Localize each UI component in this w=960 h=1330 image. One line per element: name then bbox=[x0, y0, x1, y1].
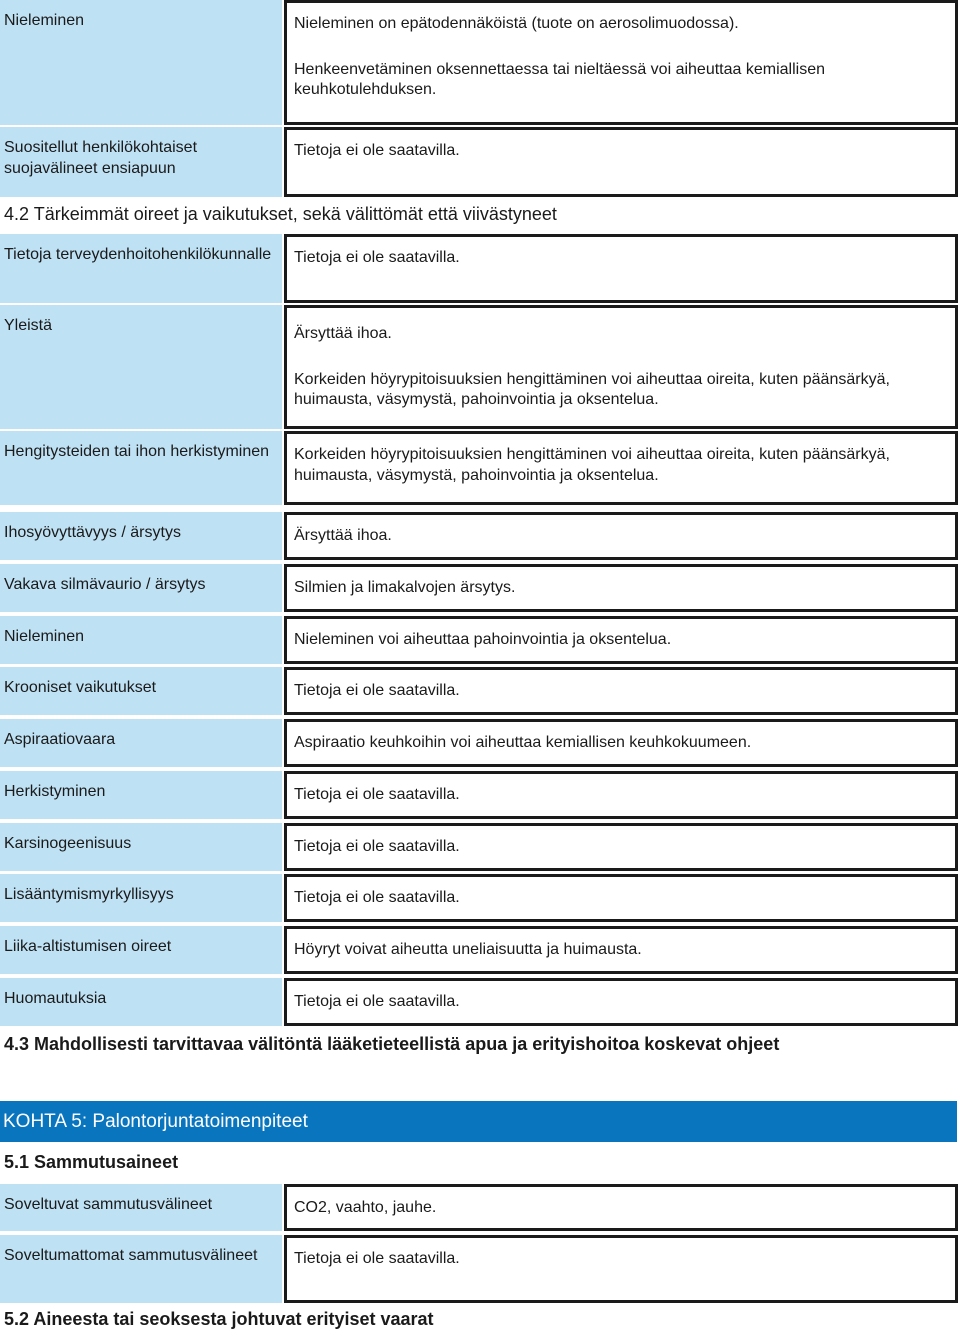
row-label: Tietoja terveydenhoitohenkilökunnalle bbox=[0, 234, 282, 303]
row-label: Nieleminen bbox=[0, 616, 282, 664]
value-text: Tietoja ei ole saatavilla. bbox=[294, 142, 460, 159]
table-row bbox=[0, 616, 960, 664]
table-row bbox=[0, 926, 960, 974]
section-heading: 4.2 Tärkeimmät oireet ja vaikutukset, sekä välittömät että viivästyneet bbox=[4, 204, 557, 224]
table-row bbox=[0, 0, 960, 125]
row-label: Soveltuvat sammutusvälineet bbox=[0, 1184, 282, 1231]
value-text: Tietoja ei ole saatavilla. bbox=[294, 786, 460, 803]
table-row bbox=[0, 431, 960, 505]
row-value bbox=[284, 127, 958, 197]
table-row bbox=[0, 305, 960, 429]
row-label: Krooniset vaikutukset bbox=[0, 667, 282, 715]
row-value bbox=[284, 0, 958, 125]
row-label: Lisääntymismyrkyllisyys bbox=[0, 874, 282, 922]
row-value bbox=[284, 926, 958, 974]
value-text: Korkeiden höyrypitoisuuksien hengittäminen voi aiheuttaa oireita, kuten päänsärkyä, huimausta, väsymystä, pahoinvointia ja oksentelua. bbox=[294, 446, 890, 484]
row-label: Hengitysteiden tai ihon herkistyminen bbox=[0, 431, 282, 505]
row-label: Aspiraatiovaara bbox=[0, 719, 282, 767]
section-heading: 5.1 Sammutusaineet bbox=[4, 1152, 179, 1172]
table-row bbox=[0, 719, 960, 767]
table-row bbox=[0, 1184, 960, 1231]
row-value bbox=[284, 431, 958, 505]
row-label: Nieleminen bbox=[0, 0, 282, 125]
row-value bbox=[284, 616, 958, 664]
value-text: Henkeenvetäminen oksennettaessa tai nieltäessä voi aiheuttaa kemiallisen keuhkotulehduksen. bbox=[294, 60, 825, 98]
row-label: Yleistä bbox=[0, 305, 282, 429]
row-value bbox=[284, 771, 958, 819]
value-text: Tietoja ei ole saatavilla. bbox=[294, 1250, 460, 1267]
row-value bbox=[284, 874, 958, 922]
row-value bbox=[284, 564, 958, 612]
table-row bbox=[0, 978, 960, 1026]
row-label: Karsinogeenisuus bbox=[0, 823, 282, 871]
row-label: Huomautuksia bbox=[0, 978, 282, 1026]
table-row bbox=[0, 234, 960, 303]
row-label: Ihosyövyttävyys / ärsytys bbox=[0, 512, 282, 560]
value-text: Tietoja ei ole saatavilla. bbox=[294, 993, 460, 1010]
value-text: Aspiraatio keuhkoihin voi aiheuttaa kemiallisen keuhkokuumeen. bbox=[294, 734, 752, 751]
section-banner: KOHTA 5: Palontorjuntatoimenpiteet bbox=[0, 1101, 957, 1142]
row-label: Soveltumattomat sammutusvälineet bbox=[0, 1235, 282, 1303]
section-heading: 4.3 Mahdollisesti tarvittavaa välitöntä lääketieteellistä apua ja erityishoitoa koskevat ohjeet bbox=[4, 1034, 780, 1054]
row-value bbox=[284, 978, 958, 1026]
row-value bbox=[284, 719, 958, 767]
row-value bbox=[284, 667, 958, 715]
row-value bbox=[284, 1235, 958, 1303]
value-text: Ärsyttää ihoa. bbox=[294, 325, 392, 342]
value-text: Silmien ja limakalvojen ärsytys. bbox=[294, 579, 516, 596]
row-value bbox=[284, 823, 958, 871]
value-text: Nieleminen on epätodennäköistä (tuote on aerosolimuodossa). bbox=[294, 15, 739, 32]
table-row bbox=[0, 667, 960, 715]
row-value bbox=[284, 1184, 958, 1231]
value-text: Tietoja ei ole saatavilla. bbox=[294, 249, 460, 266]
value-text: Tietoja ei ole saatavilla. bbox=[294, 889, 460, 906]
row-value bbox=[284, 512, 958, 560]
value-text: CO2, vaahto, jauhe. bbox=[294, 1199, 437, 1216]
table-row bbox=[0, 771, 960, 819]
value-text: Nieleminen voi aiheuttaa pahoinvointia ja oksentelua. bbox=[294, 631, 672, 648]
table-row bbox=[0, 874, 960, 922]
value-text: Höyryt voivat aiheutta uneliaisuutta ja huimausta. bbox=[294, 941, 642, 958]
value-text: Korkeiden höyrypitoisuuksien hengittäminen voi aiheuttaa oireita, kuten päänsärkyä, huimausta, väsymystä, pahoinvointia ja oksentelua. bbox=[294, 370, 890, 408]
row-label: Liika-altistumisen oireet bbox=[0, 926, 282, 974]
row-label: Herkistyminen bbox=[0, 771, 282, 819]
table-row bbox=[0, 823, 960, 871]
row-value bbox=[284, 305, 958, 429]
row-label: Vakava silmävaurio / ärsytys bbox=[0, 564, 282, 612]
section-heading: 5.2 Aineesta tai seoksesta johtuvat erityiset vaarat bbox=[4, 1309, 434, 1329]
value-text: Ärsyttää ihoa. bbox=[294, 527, 392, 544]
table-row bbox=[0, 127, 960, 197]
table-row bbox=[0, 512, 960, 560]
table-row bbox=[0, 564, 960, 612]
row-label: Suositellut henkilökohtaiset suojavälineet ensiapuun bbox=[0, 127, 282, 197]
row-value bbox=[284, 234, 958, 303]
value-text: Tietoja ei ole saatavilla. bbox=[294, 838, 460, 855]
value-text: Tietoja ei ole saatavilla. bbox=[294, 682, 460, 699]
table-row bbox=[0, 1235, 960, 1303]
